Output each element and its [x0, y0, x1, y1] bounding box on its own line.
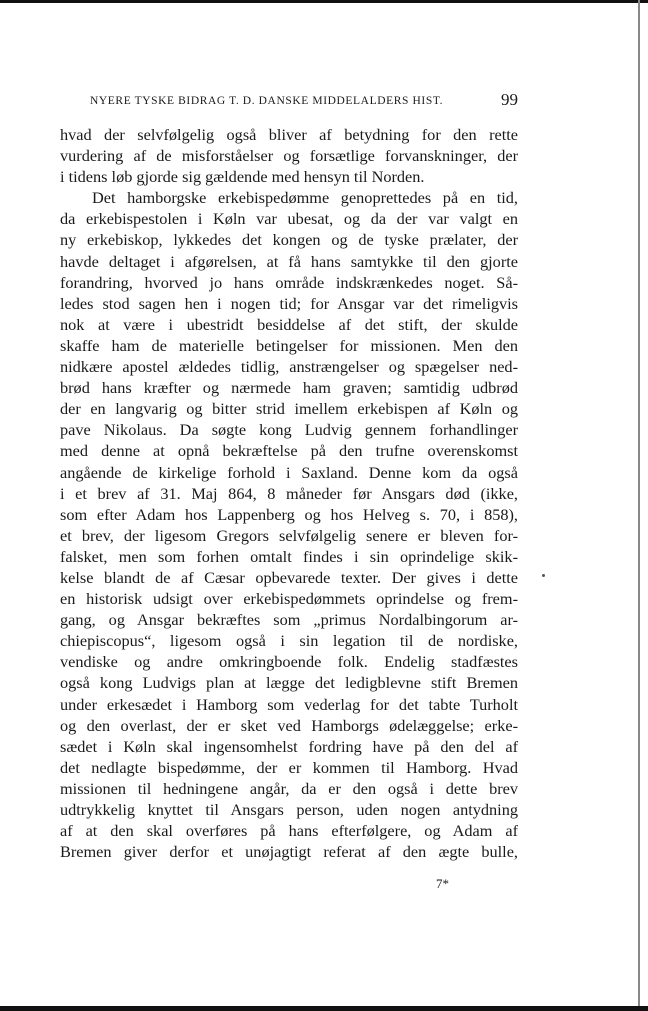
text-line: som efter Adam hos Lappenberg og hos Helveg s. 70, i 858), — [60, 504, 518, 524]
text-line: sædet i Køln skal ingensomhelst fordring have på den del af — [60, 736, 518, 756]
text-line: under erkesædet i Hamborg som vederlag for det tabte Turholt — [60, 694, 518, 714]
text-line: forandring, hvorved jo hans område indskrænkedes noget. Så- — [60, 272, 518, 292]
text-line: da erkebispestolen i Køln var ubesat, og da der var valgt en — [60, 209, 518, 229]
text-line: Det hamborgske erkebispedømme genoprettedes på en tid, — [92, 188, 518, 208]
text-line: i tidens løb gjorde sig gældende med hensyn til Norden. — [60, 167, 425, 187]
text-line: hvad der selvfølgelig også bliver af betydning for den rette — [60, 125, 518, 144]
running-title: NYERE TYSKE BIDRAG T. D. DANSKE MIDDELALDERS HIST. — [90, 95, 444, 107]
text-line: missionen til hedningene angår, da er den også i dette brev — [60, 778, 518, 798]
text-line: vurdering af de misforståelser og forsætlige forvanskninger, der — [60, 146, 518, 166]
text-line: angående de kirkelige forhold i Saxland. Denne kom da også — [60, 462, 518, 482]
text-line: falsket, men som forhen omtalt findes i sin oprindelige skik- — [60, 546, 518, 566]
text-line: ny erkebiskop, lykkedes det kongen og de tyske prælater, der — [60, 230, 518, 250]
page-number: 99 — [501, 90, 518, 109]
running-head — [60, 90, 518, 110]
text-line: vendiske og andre omkringboende folk. Endelig stadfæstes — [60, 652, 518, 672]
text-line: der en langvarig og bitter strid imellem erkebispen af Køln og — [60, 399, 518, 419]
text-line: et brev, der ligesom Gregors selvfølgelig senere er bleven for- — [60, 525, 518, 545]
text-line: af at den skal overføres på hans efterfølgere, og Adam af — [60, 821, 518, 841]
text-line: chiepiscopus“, ligesom også i sin legation til de nordiske, — [60, 631, 518, 651]
text-line: Bremen giver derfor et unøjagtigt referat af den ægte bulle, — [60, 842, 518, 862]
text-line: pave Nikolaus. Da søgte kong Ludvig gennem forhandlinger — [60, 420, 518, 440]
body-text — [60, 124, 518, 862]
text-line: i et brev af 31. Maj 864, 8 måneder før Ansgars død (ikke, — [60, 483, 518, 503]
text-line: det nedlagte bispedømme, der er kommen til Hamborg. Hvad — [60, 757, 518, 777]
text-line: gang, og Ansgar bekræftes som „primus Nordalbingorum ar- — [60, 610, 518, 630]
text-line: kelse blandt de af Cæsar opbevarede texter. Der gives i dette — [60, 567, 518, 587]
text-line: nidkære apostel ældedes tidlig, anstrængelser og spægelser ned- — [60, 357, 518, 377]
text-line: også kong Ludvigs plan at lægge det ledigblevne stift Bremen — [60, 673, 518, 693]
ink-speck — [542, 574, 545, 577]
signature-mark: 7* — [436, 876, 449, 891]
text-line: og den overlast, der er sket ved Hamborgs ødelæggelse; erke- — [60, 715, 518, 735]
text-line: havde deltaget i afgørelsen, at få hans samtykke til den gjorte — [60, 251, 518, 271]
page-edge-bottom — [0, 1006, 648, 1011]
text-line: en historisk udsigt over erkebispedømmets oprindelse og frem- — [60, 589, 518, 609]
text-line: skaffe ham de materielle betingelser for missionen. Men den — [60, 335, 518, 355]
text-line: nok at være i ubestridt besiddelse af det stift, der skulde — [60, 314, 518, 334]
page-edge-top — [0, 0, 648, 3]
page-edge-right — [638, 0, 640, 1011]
text-line: ledes stod sagen hen i nogen tid; for Ansgar var det rimeligvis — [60, 293, 518, 313]
text-line: med denne at opnå bekræftelse på den trufne overenskomst — [60, 441, 518, 461]
text-line: brød hans kræfter og nærmede ham graven; samtidig udbrød — [60, 378, 518, 398]
text-line: udtrykkelig knyttet til Ansgars person, uden nogen antydning — [60, 800, 518, 819]
